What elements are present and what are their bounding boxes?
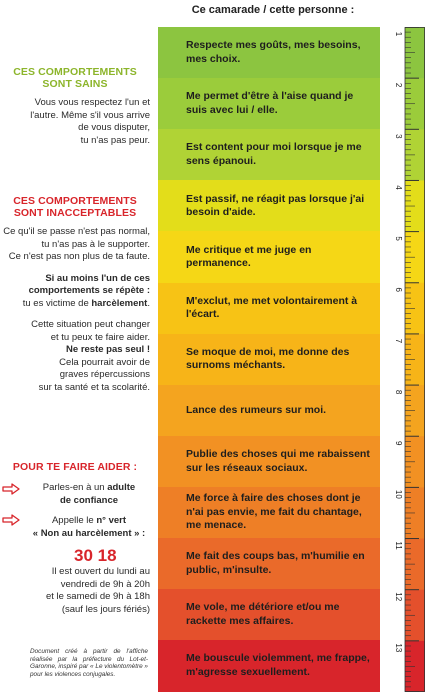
change-text: Cette situation peut changer et tu peux te faire aider. Ne reste pas seul ! Cela pourrait avoir de graves répercussions sur ta santé et ta scolarité. xyxy=(0,319,150,394)
ruler-number: 6 xyxy=(393,287,403,292)
behavior-text: M'exclut, me met volontairement à l'écart. xyxy=(186,294,358,321)
behavior-text: Est passif, ne réagit pas lorsque j'ai besoin d'aide. xyxy=(186,192,365,219)
behavior-row xyxy=(158,538,380,590)
arrow-right-icon xyxy=(2,514,20,526)
behavior-row xyxy=(158,129,380,181)
section-unacceptable xyxy=(0,195,150,394)
call-hotline: Appelle le n° vert « Non au harcèlement » : xyxy=(32,515,146,539)
ruler-number: 11 xyxy=(393,541,403,550)
behavior-row xyxy=(158,436,380,488)
behavior-row xyxy=(158,385,380,437)
ruler-number: 4 xyxy=(393,185,403,190)
not-alone-text: Ne reste pas seul ! xyxy=(66,344,150,355)
behavior-row xyxy=(158,78,380,130)
ruler-number: 13 xyxy=(393,643,403,653)
arrow-right-icon xyxy=(2,483,20,495)
behavior-row xyxy=(158,27,380,79)
ruler-number: 5 xyxy=(393,236,403,241)
behavior-row xyxy=(158,231,380,283)
behavior-row xyxy=(158,640,380,692)
hotline-hours: Il est ouvert du lundi au vendredi de 9h à 20h et le samedi de 9h à 18h (sauf les jours fériés) xyxy=(45,566,150,615)
behavior-text: Se moque de moi, me donne des surnoms méchants. xyxy=(186,345,350,372)
behavior-row xyxy=(158,589,380,641)
ruler-number: 10 xyxy=(393,489,403,499)
behavior-text: Lance des rumeurs sur moi. xyxy=(186,403,327,416)
footnote: Document créé à partir de l'affiche réalisée par la préfecture du Lot-et-Garonne, inspiré par « Le violentomètre » pour les violences conjugales. xyxy=(30,648,148,678)
ruler-number: 12 xyxy=(393,592,403,602)
talk-to-adult: Parles-en à un adulte de confiance xyxy=(42,482,136,506)
behavior-text: Respecte mes goûts, mes besoins, mes choix. xyxy=(186,39,361,65)
behavior-text: Me force à faire des choses dont je n'ai pas envie, me fait du chantage, me menace. xyxy=(186,492,362,532)
hotline-number: 30 18 xyxy=(74,546,117,565)
section-healthy xyxy=(0,66,150,147)
ruler-number: 8 xyxy=(393,389,403,395)
behavior-text: Me permet d'être à l'aise quand je suis avec lui / elle. xyxy=(186,90,354,116)
unacceptable-intro: Ce qu'il se passe n'est pas normal, tu n'as pas à le supporter. Ce n'est pas non plus de ta faute. xyxy=(3,226,150,262)
ruler-number: 9 xyxy=(393,441,403,446)
behavior-row xyxy=(158,334,380,386)
repeat-warning: Si au moins l'un de ces comportements se répète : xyxy=(28,272,150,296)
victim-line: tu es victime de harcèlement. xyxy=(22,297,150,309)
behavior-text: Est content pour moi lorsque je me sens épanoui. xyxy=(186,141,362,167)
behavior-text: Me fait des coups bas, m'humilie en public, m'insulte. xyxy=(186,550,365,576)
ruler-number: 2 xyxy=(393,82,403,88)
ruler-number: 7 xyxy=(393,338,403,344)
unacceptable-title: CES COMPORTEMENTS SONT INACCEPTABLES xyxy=(13,195,137,219)
violentometre-ruler xyxy=(392,27,425,692)
behavior-text: Me vole, me détériore et/ou me rackette mes affaires. xyxy=(186,601,340,627)
healthy-title: CES COMPORTEMENTS SONT SAINS xyxy=(13,66,137,90)
behavior-row xyxy=(158,283,380,335)
behavior-text: Me bouscule violemment, me frappe, m'agresse sexuellement. xyxy=(186,652,370,678)
behavior-row xyxy=(158,180,380,232)
header-title: Ce camarade / cette personne : xyxy=(191,4,355,16)
ruler-number: 3 xyxy=(393,134,403,139)
ruler-number: 1 xyxy=(393,31,403,37)
behavior-row xyxy=(158,487,380,539)
healthy-text: Vous vous respectez l'un et l'autre. Même s'il vous arrive de vous disputer, tu n'as pas peur. xyxy=(30,97,150,146)
behavior-text: Publie des choses qui me rabaissent sur les réseaux sociaux. xyxy=(186,448,370,474)
behavior-text: Me critique et me juge en permanence. xyxy=(186,243,312,270)
help-title: POUR TE FAIRE AIDER : xyxy=(12,461,138,473)
